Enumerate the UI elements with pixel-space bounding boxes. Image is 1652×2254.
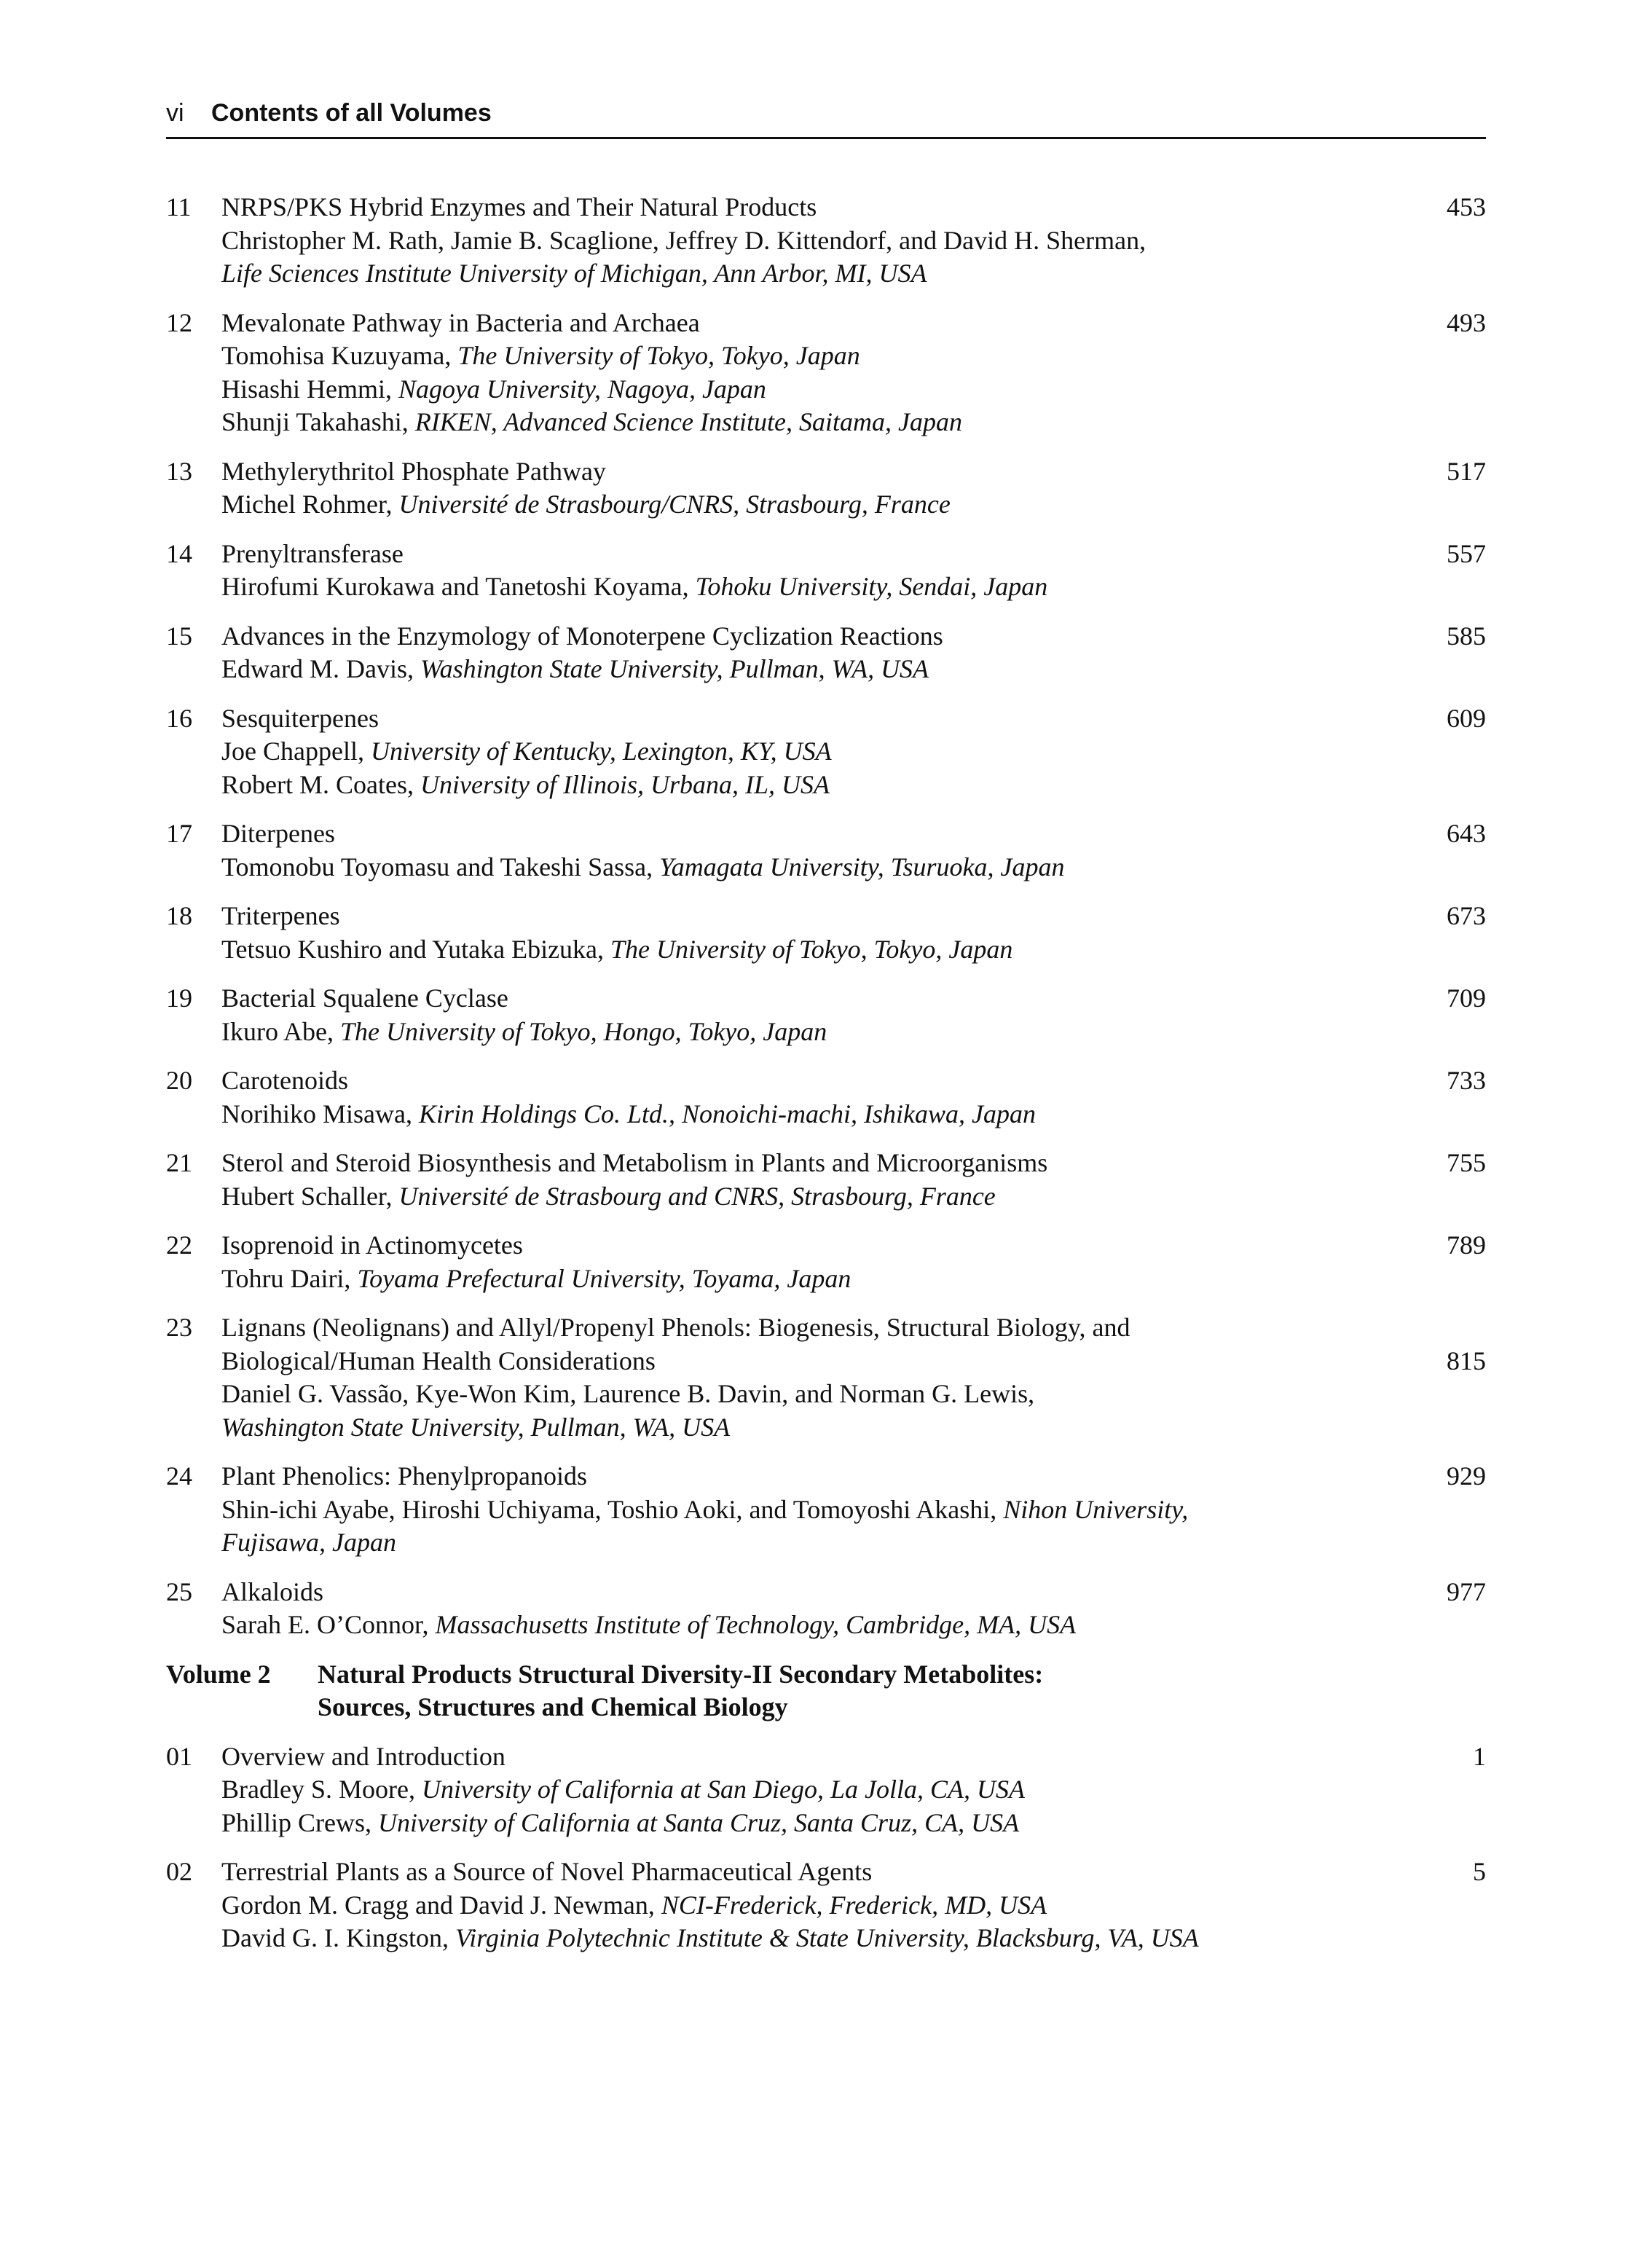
contents-entry [166,817,1486,884]
chapter-number: 23 [166,1313,192,1342]
entry-text: NRPS/PKS Hybrid Enzymes and Their Natural Products [221,192,817,221]
volume2-entries [166,1740,1486,1955]
entry-text: Phillip Crews, [221,1807,379,1837]
author-line [221,406,1406,439]
entry-body [221,191,1406,291]
page-number: 517 [1447,456,1486,486]
author-line [221,1098,1406,1131]
affiliation-text: University of Kentucky, Lexington, KY, USA [370,737,832,766]
chapter-number: 21 [166,1148,192,1177]
author-line [221,224,1406,258]
contents-entry [166,1311,1486,1444]
affiliation-text: Nagoya University, Nagoya, Japan [398,374,766,404]
page-number: 977 [1447,1576,1486,1606]
author-line [221,1922,1406,1955]
page-number: 929 [1447,1461,1486,1491]
author-line [221,851,1406,884]
contents-entry [166,702,1486,802]
entry-text: Overview and Introduction [221,1741,506,1771]
entry-body [221,307,1406,439]
chapter-title [221,702,1406,736]
entry-text: Bacterial Squalene Cyclase [221,983,508,1013]
author-line [221,933,1406,967]
chapter-number: 22 [166,1230,192,1260]
page-number: 643 [1447,819,1486,848]
entry-text: Advances in the Enzymology of Monoterpene Cyclization Reactions [221,621,943,651]
entry-text: Hubert Schaller, [221,1181,399,1211]
entry-body [221,620,1406,686]
affiliation-text: NCI-Frederick, Frederick, MD, USA [661,1890,1047,1920]
running-title: Contents of all Volumes [211,99,492,127]
page-number: 709 [1447,983,1486,1013]
chapter-title [221,1460,1406,1493]
contents-entry [166,900,1486,966]
entry-text: Prenyltransferase [221,538,404,568]
entry-text: Robert M. Coates, [221,769,420,799]
entry-text: Shunji Takahashi, [221,407,415,436]
volume-heading [166,1658,1486,1724]
author-line [221,1180,1406,1214]
entry-text: Hisashi Hemmi, [221,374,398,404]
author-line [221,1263,1406,1296]
page-number: 789 [1447,1230,1486,1260]
page-number: 755 [1447,1148,1486,1177]
page-number: 609 [1447,703,1486,733]
chapter-number: 14 [166,538,192,568]
entry-text: Tomonobu Toyomasu and Takeshi Sassa, [221,852,660,881]
chapter-number: 16 [166,703,192,733]
entry-text: Sesquiterpenes [221,703,379,733]
affiliation-text: Université de Strasbourg/CNRS, Strasbourg, France [398,490,951,519]
entry-text: Terrestrial Plants as a Source of Novel Pharmaceutical Agents [221,1857,873,1886]
entry-text: Mevalonate Pathway in Bacteria and Archaea [221,307,700,337]
author-line [221,653,1406,686]
volume1-entries [166,191,1486,1642]
entry-text: Shin-ichi Ayabe, Hiroshi Uchiyama, Toshio Aoki, and Tomoyoshi Akashi, [221,1494,1004,1524]
author-line [221,570,1406,604]
affiliation-text: Fujisawa, Japan [221,1528,396,1557]
contents-entry [166,982,1486,1048]
entry-body [221,1229,1406,1295]
affiliation-text: Kirin Holdings Co. Ltd., Nonoichi-machi, Ishikawa, Japan [418,1099,1036,1128]
chapter-title [221,982,1406,1016]
page-number: 493 [1447,307,1486,337]
page-number: 585 [1447,621,1486,651]
entry-text: Daniel G. Vassão, Kye-Won Kim, Laurence B. Davin, and Norman G. Lewis, [221,1379,1035,1408]
affiliation-text: Toyama Prefectural University, Toyama, Japan [357,1263,851,1293]
running-header [166,99,1486,139]
contents-entry [166,1856,1486,1955]
contents-entry [166,538,1486,604]
entry-body [221,1740,1406,1840]
entry-body [221,900,1406,966]
page-folio: vi [166,99,184,127]
entry-text: Triterpenes [221,901,340,930]
chapter-title [221,620,1406,653]
contents-entry [166,1576,1486,1642]
chapter-title [221,1229,1406,1263]
entry-text: Tetsuo Kushiro and Yutaka Ebizuka, [221,934,611,964]
entry-text: Gordon M. Cragg and David J. Newman, [221,1890,661,1920]
chapter-number: 02 [166,1857,192,1886]
author-line [221,1773,1406,1807]
affiliation-text: Life Sciences Institute University of Michigan, Ann Arbor, MI, USA [221,259,927,288]
entry-body [221,1576,1406,1642]
entry-text: Joe Chappell, [221,737,371,766]
author-line [221,373,1406,407]
affiliation-text: Virginia Polytechnic Institute & State University, Blacksburg, VA, USA [455,1923,1199,1952]
chapter-number: 01 [166,1741,192,1771]
page-number: 1 [1473,1741,1486,1771]
entry-body [221,538,1406,604]
volume-title-line: Sources, Structures and Chemical Biology [318,1692,788,1721]
entry-body [221,455,1406,522]
page-number: 557 [1447,538,1486,568]
entry-body [221,1311,1406,1444]
entry-text: Tomohisa Kuzuyama, [221,341,458,370]
entry-body [221,1856,1406,1955]
chapter-title [221,307,1406,340]
author-line [221,1016,1406,1049]
chapter-title [221,1311,1406,1345]
chapter-number: 20 [166,1066,192,1095]
chapter-number: 18 [166,901,192,930]
chapter-number: 13 [166,456,192,486]
page-number: 673 [1447,901,1486,930]
entry-text: Michel Rohmer, [221,490,399,519]
affiliation-text: University of California at Santa Cruz, Santa Cruz, CA, USA [378,1807,1020,1837]
author-line [221,1345,1406,1378]
author-line [221,1609,1406,1642]
chapter-title [221,1576,1406,1609]
contents-entry [166,620,1486,686]
chapter-title [221,1856,1406,1889]
author-line [221,769,1406,802]
volume-title-line: Natural Products Structural Diversity-II Secondary Metabolites: [318,1659,1044,1689]
contents-entry [166,1064,1486,1131]
affiliation-text: The University of Tokyo, Tokyo, Japan [457,341,860,370]
author-line [221,1526,1406,1560]
page-number: 453 [1447,192,1486,221]
affiliation-text: RIKEN, Advanced Science Institute, Saitama, Japan [414,407,962,436]
entry-text: Sarah E. O’Connor, [221,1610,436,1639]
entry-text: Diterpenes [221,819,335,848]
entry-body [221,1460,1406,1560]
entry-text: Sterol and Steroid Biosynthesis and Metabolism in Plants and Microorganisms [221,1148,1048,1177]
author-line [221,1807,1406,1840]
affiliation-text: University of California at San Diego, La Jolla, CA, USA [421,1775,1025,1804]
page-number: 815 [1447,1346,1486,1375]
entry-text: Lignans (Neolignans) and Allyl/Propenyl Phenols: Biogenesis, Structural Biology, and [221,1313,1130,1342]
contents-entry [166,307,1486,439]
chapter-number: 24 [166,1461,192,1491]
chapter-number: 11 [166,192,192,221]
entry-text: Tohru Dairi, [221,1263,358,1293]
entry-body [221,702,1406,802]
entry-body [221,1147,1406,1213]
chapter-number: 12 [166,307,192,337]
entry-text: Biological/Human Health Considerations [221,1346,656,1375]
entry-text: Carotenoids [221,1066,348,1095]
affiliation-text: Washington State University, Pullman, WA, USA [221,1412,731,1442]
volume-title [318,1658,1486,1724]
affiliation-text: The University of Tokyo, Tokyo, Japan [610,934,1013,964]
affiliation-text: Yamagata University, Tsuruoka, Japan [659,852,1065,881]
entry-text: Alkaloids [221,1576,323,1606]
volume-label: Volume 2 [166,1659,271,1689]
page-number: 5 [1473,1857,1486,1886]
entry-text: Hirofumi Kurokawa and Tanetoshi Koyama, [221,572,696,601]
chapter-number: 15 [166,621,192,651]
chapter-title [221,1147,1406,1180]
entry-text: David G. I. Kingston, [221,1923,455,1952]
affiliation-text: Washington State University, Pullman, WA, USA [420,654,929,683]
entry-text: Norihiko Misawa, [221,1099,419,1128]
entry-text: Plant Phenolics: Phenylpropanoids [221,1461,587,1491]
affiliation-text: Tohoku University, Sendai, Japan [695,572,1048,601]
affiliation-text: University of Illinois, Urbana, IL, USA [420,769,830,799]
author-line [221,1378,1406,1411]
entry-body [221,1064,1406,1131]
entry-body [221,817,1406,884]
author-line [221,1411,1406,1445]
entry-text: Isoprenoid in Actinomycetes [221,1230,523,1260]
chapter-title [221,191,1406,224]
contents-entry [166,1147,1486,1213]
author-line [221,735,1406,769]
chapter-title [221,538,1406,571]
contents-entry [166,1740,1486,1840]
entry-text: Christopher M. Rath, Jamie B. Scaglione, Jeffrey D. Kittendorf, and David H. Sherman, [221,225,1146,255]
author-line [221,339,1406,373]
entry-text: Bradley S. Moore, [221,1775,422,1804]
contents-entry [166,1460,1486,1560]
contents-entry [166,455,1486,522]
entry-body [221,982,1406,1048]
author-line [221,257,1406,291]
author-line [221,1493,1406,1527]
entry-text: Methylerythritol Phosphate Pathway [221,456,606,486]
chapter-number: 19 [166,983,192,1013]
author-line [221,488,1406,522]
affiliation-text: Massachusetts Institute of Technology, Cambridge, MA, USA [435,1610,1077,1639]
author-line [221,1889,1406,1923]
contents-entry [166,191,1486,291]
contents-list [166,191,1486,1971]
page-number: 733 [1447,1066,1486,1095]
chapter-title [221,1064,1406,1098]
entry-text: Edward M. Davis, [221,654,420,683]
affiliation-text: The University of Tokyo, Hongo, Tokyo, Japan [339,1016,827,1046]
chapter-title [221,817,1406,851]
contents-entry [166,1229,1486,1295]
affiliation-text: Nihon University, [1003,1494,1189,1524]
chapter-title [221,455,1406,489]
chapter-title [221,900,1406,933]
entry-text: Ikuro Abe, [221,1016,340,1046]
affiliation-text: Université de Strasbourg and CNRS, Strasbourg, France [398,1181,996,1211]
chapter-title [221,1740,1406,1774]
chapter-number: 25 [166,1576,192,1606]
chapter-number: 17 [166,819,192,848]
